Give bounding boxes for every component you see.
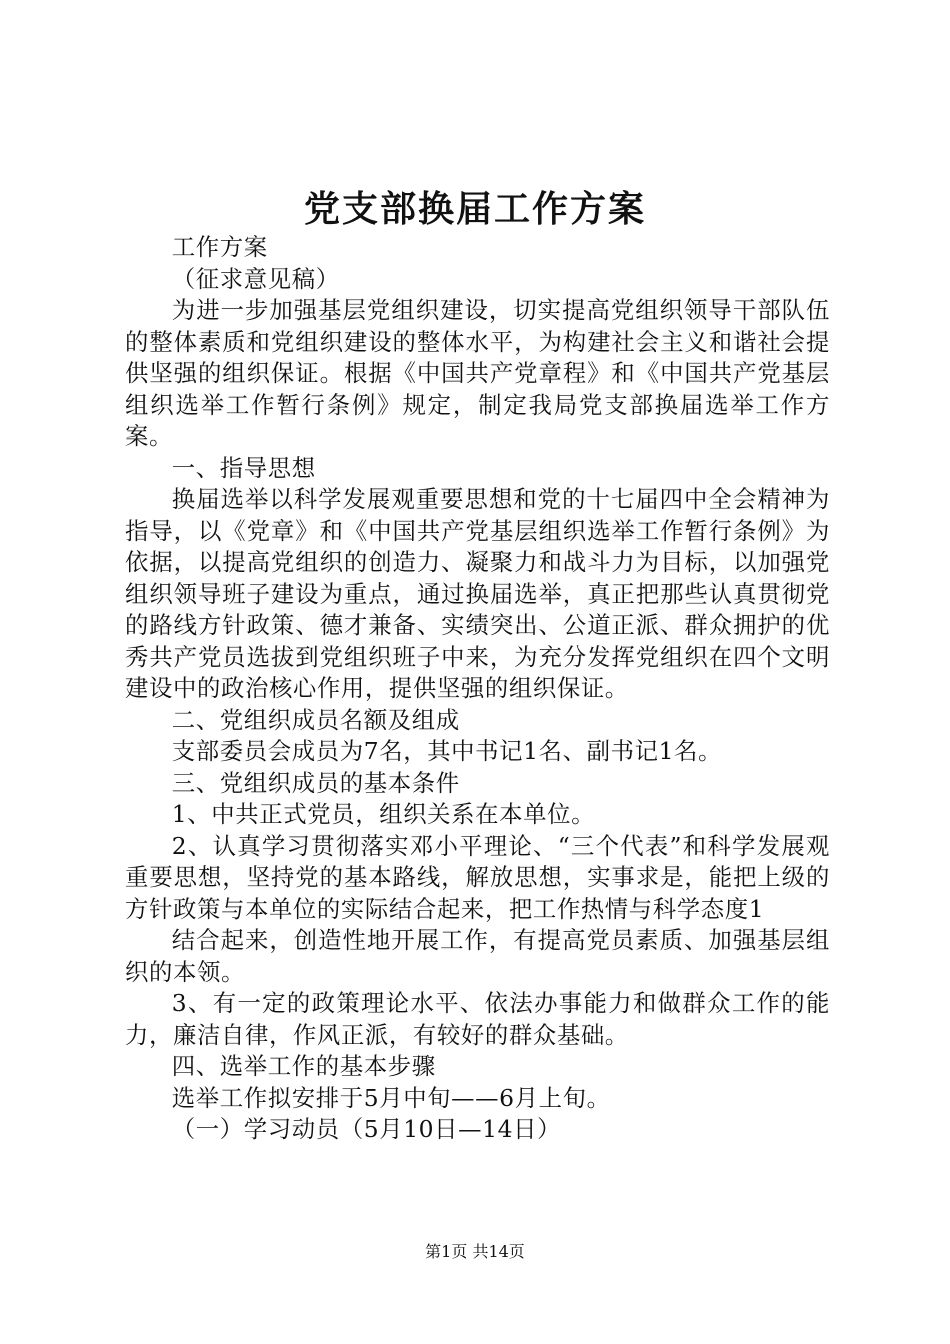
document-title: 党支部换届工作方案 xyxy=(303,188,646,230)
paragraph-condition-3: 3、有一定的政策理论水平、依法办事能力和做群众工作的能力，廉洁自律，作风正派，有较好的群众基础。 xyxy=(125,989,830,1049)
paragraph-condition-1: 1、中共正式党员，组织关系在本单位。 xyxy=(171,800,596,828)
paragraph-condition-2-continued: 结合起来，创造性地开展工作，有提高党员素质、加强基层组织的本领。 xyxy=(125,926,830,986)
paragraph-schedule: 选举工作拟安排于5月中旬——6月上旬。 xyxy=(171,1083,611,1112)
heading-election-steps: 四、选举工作的基本步骤 xyxy=(171,1052,436,1080)
paragraph-subtitle: 工作方案 xyxy=(171,233,268,261)
page-footer: 第1页 共14页 xyxy=(425,1242,525,1261)
paragraph-condition-2: 2、认真学习贯彻落实邓小平理论、“三个代表”和科学发展观重要思想，坚持党的基本路线，解放思想，实事求是，能把上级的方针政策与本单位的实际结合起来，把工作热情与科学态度1 xyxy=(125,831,830,923)
paragraph-draft-note: （征求意见稿） xyxy=(171,264,340,293)
paragraph-guiding-ideology: 换届选举以科学发展观重要思想和党的十七届四中全会精神为指导，以《党章》和《中国共产党基层组织选举工作暂行条例》为依据，以提高党组织的创造力、凝聚力和战斗力为目标，以加强党组织领导班子建设为重点，通过换届选举，真正把那些认真贯彻党的路线方针政策、德才兼备、实绩突出、公道正派、群众拥护的优秀共产党员选拔到党组织班子中来，为充分发挥党组织在四个文明建设中的政治核心作用，提供坚强的组织保证。 xyxy=(125,485,830,702)
heading-basic-conditions: 三、党组织成员的基本条件 xyxy=(171,768,460,797)
document-body xyxy=(125,232,830,1146)
heading-guiding-ideology: 一、指导思想 xyxy=(171,453,316,482)
paragraph-member-quota: 支部委员会成员为7名，其中书记1名、副书记1名。 xyxy=(171,737,723,765)
paragraph-intro: 为进一步加强基层党组织建设，切实提高党组织领导干部队伍的整体素质和党组织建设的整体水平，为构建社会主义和谐社会提供坚强的组织保证。根据《中国共产党章程》和《中国共产党基层组织选举工作暂行条例》规定，制定我局党支部换届选举工作方案。 xyxy=(125,296,830,450)
heading-member-quota: 二、党组织成员名额及组成 xyxy=(171,705,460,734)
paragraph-study-mobilization: （一）学习动员（5月10日—14日） xyxy=(171,1115,562,1143)
